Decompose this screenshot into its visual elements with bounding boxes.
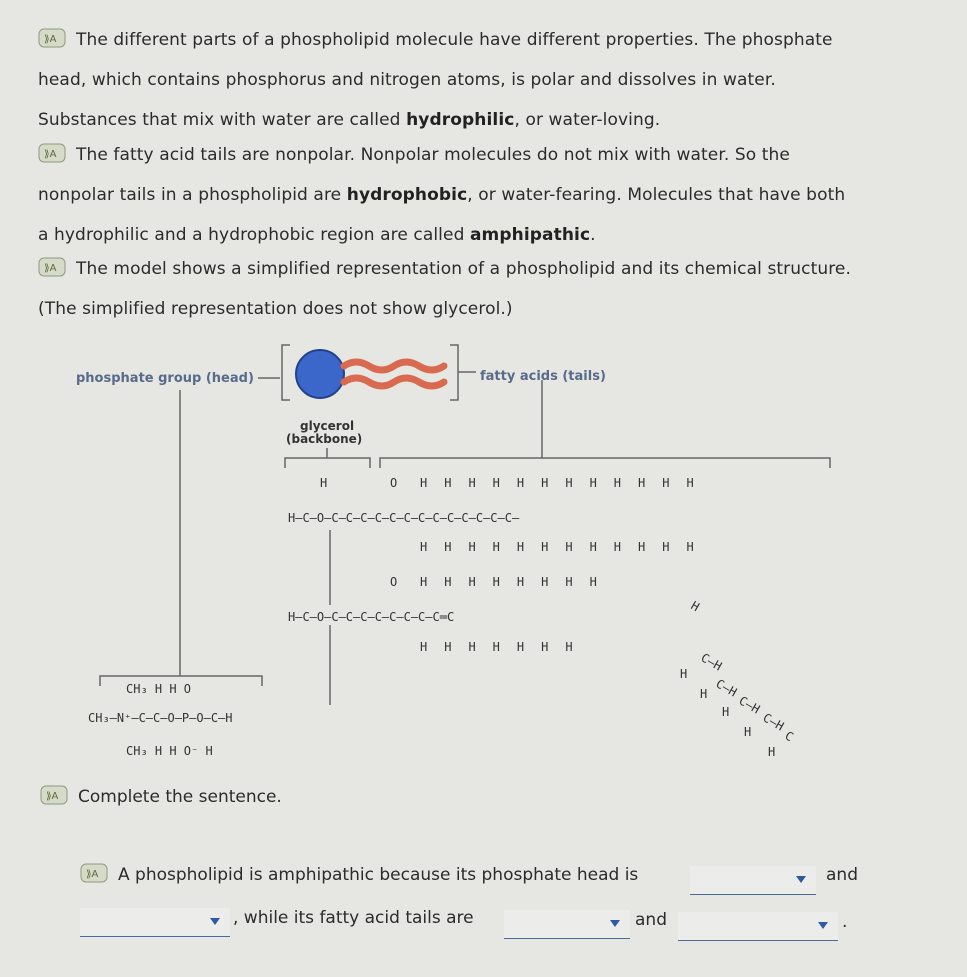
para2-line2: nonpolar tails in a phospholipid are [38, 185, 342, 205]
svg-text:O: O [390, 575, 398, 589]
svg-text:CH₃ H H O⁻ H: CH₃ H H O⁻ H [126, 744, 213, 758]
instruction-text: Complete the sentence. [78, 787, 282, 807]
and-2: and [635, 910, 667, 930]
backbone-label: (backbone) [286, 432, 363, 446]
tail-label: fatty acids (tails) [480, 369, 606, 384]
glycerol-label: glycerol [300, 419, 355, 433]
paragraph-1 [38, 20, 948, 140]
dropdown-tails-2[interactable] [678, 912, 838, 941]
svg-text:H: H [688, 598, 702, 615]
svg-text:CH₃—N⁺—C—C—O—P—O—C—H: CH₃—N⁺—C—C—O—P—O—C—H [88, 711, 233, 725]
svg-text:H: H [680, 667, 688, 681]
sentence-part2: , while its fatty acid tails are [233, 908, 474, 928]
term-amphipathic: amphipathic [469, 225, 591, 245]
svg-text:H—C—O—C—C—C—C—C—C—C—C═C: H—C—O—C—C—C—C—C—C—C—C═C [288, 610, 455, 624]
svg-text:⟫A: ⟫A [44, 263, 57, 274]
svg-text:HHHHHHHH: HHHHHHHH [420, 575, 614, 589]
para3-line2: (The simplified representation does not show glycerol.) [38, 299, 513, 319]
svg-text:C—H: C—H [736, 693, 763, 717]
period: . [842, 912, 848, 932]
paragraph-3 [38, 249, 948, 329]
para2-tail: . [590, 225, 596, 245]
and-1: and [826, 865, 858, 885]
paragraph-2 [38, 135, 948, 255]
para1-line3: Substances that mix with water are called [38, 110, 401, 130]
svg-text:C—H: C—H [760, 710, 787, 734]
chevron-down-icon [210, 918, 220, 925]
svg-text:H: H [700, 687, 708, 701]
chevron-down-icon [610, 920, 620, 927]
svg-text:⟫A: ⟫A [46, 791, 59, 802]
sentence-part1: A phospholipid is amphipathic because its phosphate head is [118, 865, 639, 885]
head-label: phosphate group (head) [76, 371, 254, 386]
phosphate-head-icon [296, 350, 344, 398]
para2-line3: a hydrophilic and a hydrophobic region are called [38, 225, 465, 245]
svg-text:H: H [722, 705, 730, 719]
speaker-icon[interactable] [38, 253, 68, 275]
chevron-down-icon [796, 876, 806, 883]
term-hydrophilic: hydrophilic [406, 110, 515, 130]
svg-text:C: C [782, 728, 796, 745]
tail-icon [344, 362, 444, 370]
phospholipid-diagram [0, 330, 967, 780]
instruction-row [40, 784, 282, 807]
speaker-icon[interactable] [38, 24, 68, 46]
para3-line1: The model shows a simplified representation of a phospholipid and its chemical structure. [76, 259, 851, 279]
para1-tail: , or water-loving. [514, 110, 661, 130]
svg-text:O: O [390, 476, 398, 490]
speaker-icon[interactable] [80, 862, 110, 884]
svg-text:H: H [320, 476, 328, 490]
speaker-icon[interactable] [40, 784, 70, 806]
para2-mid: , or water-fearing. Molecules that have both [467, 185, 846, 205]
svg-text:H: H [768, 745, 776, 759]
para1-line2: head, which contains phosphorus and nitrogen atoms, is polar and dissolves in water. [38, 70, 776, 90]
speaker-icon[interactable] [38, 139, 68, 161]
svg-text:⟫A: ⟫A [44, 149, 57, 160]
svg-text:H—C—O—C—C—C—C—C—C—C—C—C—C—C—C—: H—C—O—C—C—C—C—C—C—C—C—C—C—C—C—C— [288, 511, 520, 525]
svg-text:C—H: C—H [698, 650, 725, 674]
svg-text:HHHHHHHHHHHH: HHHHHHHHHHHH [420, 540, 711, 554]
term-hydrophobic: hydrophobic [346, 185, 468, 205]
svg-text:H: H [744, 725, 752, 739]
svg-text:CH₃ H H O: CH₃ H H O [126, 682, 192, 696]
svg-text:C—H: C—H [713, 676, 740, 700]
svg-text:HHHHHHHHHHHH: HHHHHHHHHHHH [420, 476, 711, 490]
dropdown-tails-1[interactable] [504, 910, 630, 939]
tail-icon [344, 378, 444, 386]
dropdown-head-1[interactable] [690, 866, 816, 895]
svg-text:HHHHHHH: HHHHHHH [420, 640, 590, 654]
svg-text:⟫A: ⟫A [44, 34, 57, 45]
dropdown-head-2[interactable] [80, 908, 230, 937]
svg-text:⟫A: ⟫A [86, 869, 99, 880]
sentence-line-1 [80, 862, 638, 885]
para1-line1: The different parts of a phospholipid molecule have different properties. The phosphate [76, 30, 833, 50]
chevron-down-icon [818, 922, 828, 929]
para2-line1: The fatty acid tails are nonpolar. Nonpolar molecules do not mix with water. So the [76, 145, 790, 165]
